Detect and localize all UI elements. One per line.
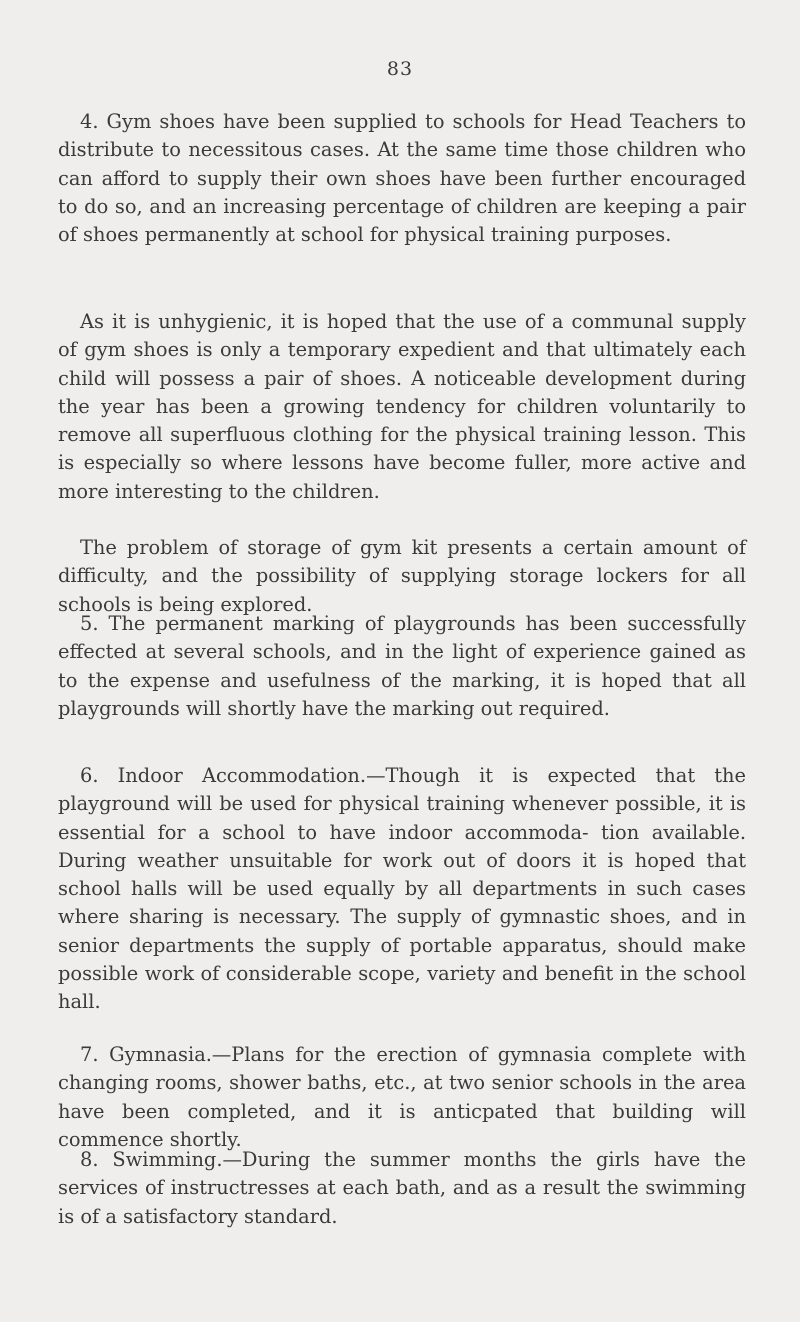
paragraph-gymnasia: 7. Gymnasia.—Plans for the erection of gymnasia complete with changing rooms, shower baths, etc., at two senior schools in the area have been completed, and it is anticpated that building will commence shortly. xyxy=(58,1043,746,1151)
paragraph-hygiene: As it is unhygienic, it is hoped that the use of a communal supply of gym shoes is only a temporary expedient and that ultimately each child will possess a pair of shoes. A noticeable development during the year has been a growing tendency for children voluntarily to remove all superfluous clothing for the physical training lesson. This is especially so where lessons have become fuller, more active and more interesting to the children. xyxy=(58,310,746,503)
paragraph-storage: The problem of storage of gym kit presents a certain amount of difficulty, and the possibility of supplying storage lockers for all schools is being explored. xyxy=(58,536,746,616)
page-number: 83 xyxy=(386,58,414,80)
paragraph-playground-marking: 5. The permanent marking of playgrounds has been successfully effected at several schools, and in the light of experience gained as to the expense and usefulness of the marking, it is hoped that all playgrounds will shortly have the marking out required. xyxy=(58,612,746,720)
paragraph-swimming: 8. Swimming.—During the summer months the girls have the services of instructresses at each bath, and as a result the swimming is of a satisfactory standard. xyxy=(58,1148,746,1228)
paragraph-indoor-accommodation: 6. Indoor Accommodation.—Though it is expected that the playground will be used for physical training whenever possible, it is essential for a school to have indoor accommoda- tion available. During weather unsuitable for work out of doors it is hoped that school halls will be used equally by all departments in such cases where sharing is necessary. The supply of gymnastic shoes, and in senior departments the supply of portable apparatus, should make possible work of considerable scope, variety and benefit in the school hall. xyxy=(58,764,746,1014)
paragraph-gym-shoes: 4. Gym shoes have been supplied to schools for Head Teachers to distribute to necessitous cases. At the same time those children who can afford to supply their own shoes have been further encouraged to do so, and an increasing percentage of children are keeping a pair of shoes permanently at school for physical training purposes. xyxy=(58,110,746,247)
